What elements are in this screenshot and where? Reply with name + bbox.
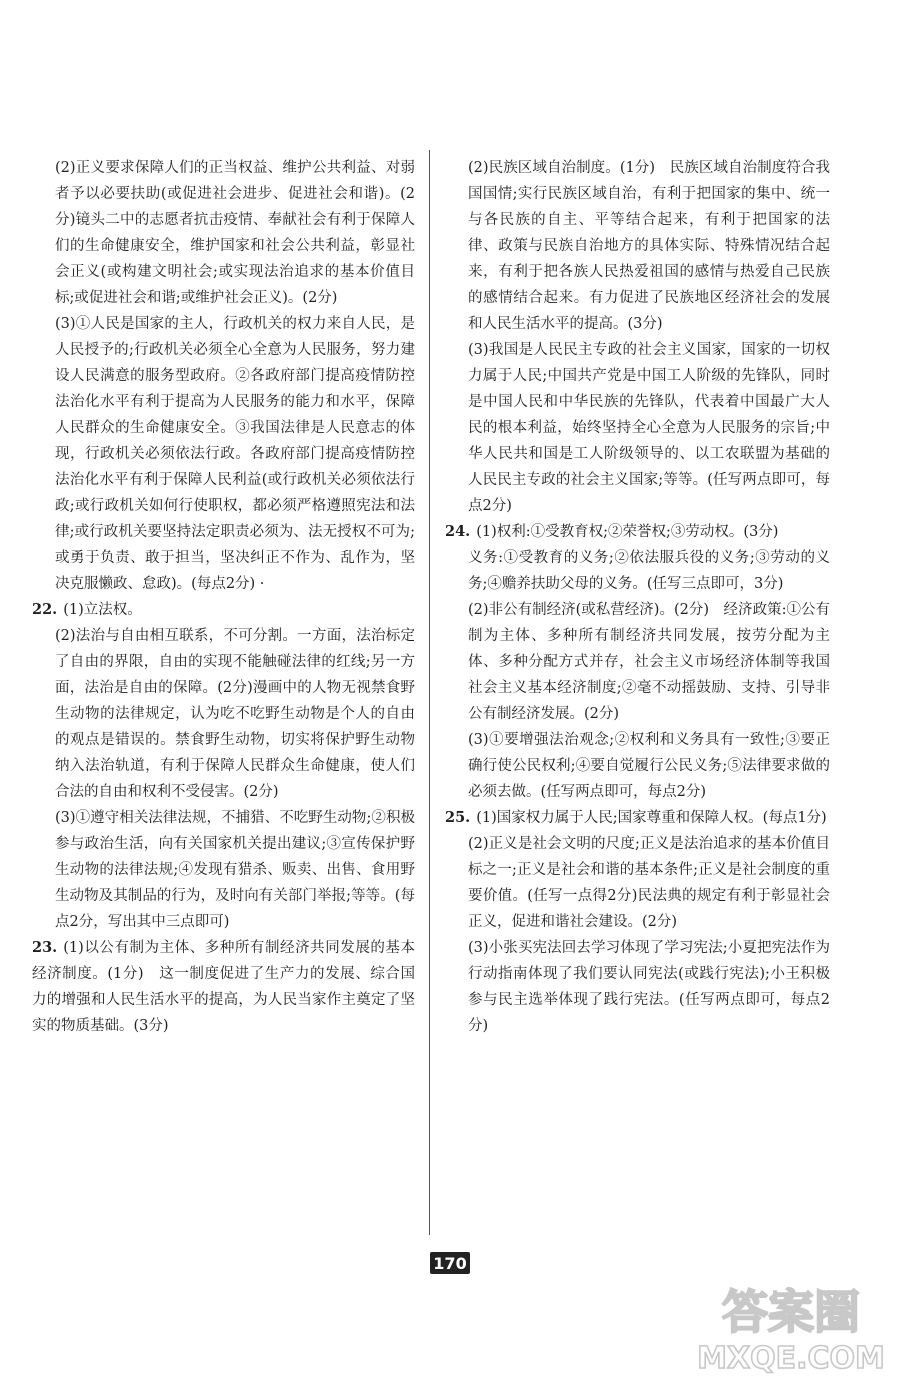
question-number-24: 24. bbox=[445, 523, 471, 540]
watermark-logo bbox=[696, 1270, 886, 1380]
answer-24-2: (2)非公有制经济(或私营经济)。(2分) 经济政策:①公有制为主体、多种所有制经济共同发展，按劳分配为主体、多种分配方式并存，社会主义市场经济体制等我国社会主义基本经济制度;②毫不动摇鼓励、支持、引导非公有制经济发展。(2分) bbox=[468, 602, 830, 722]
page-number: 170 bbox=[430, 1252, 470, 1274]
answer-23-2: (2)民族区域自治制度。(1分) 民族区域自治制度符合我国国情;实行民族区域自治，有利于把国家的集中、统一与各民族的自主、平等结合起来，有利于把国家的法律、政策与民族自治地方的具体实际、特殊情况结合起来，有利于把各族人民热爱祖国的感情与热爱自己民族的感情结合起来。有力促进了民族地区经济社会的发展和人民生活水平的提高。(3分) bbox=[468, 160, 830, 332]
answer-22-3: (3)①遵守相关法律法规，不捕猎、不吃野生动物;②积极参与政治生活，向有关国家机关提出建议;③宣传保护野生动物的法律法规;④发现有猎杀、贩卖、出售、食用野生动物及其制品的行为，及时向有关部门举报;等等。(每点2分，写出其中三点即可) bbox=[55, 810, 415, 930]
watermark-title: 答案圈 bbox=[722, 1285, 860, 1339]
question-number-25: 25. bbox=[445, 809, 471, 826]
answer-23-3: (3)我国是人民民主专政的社会主义国家，国家的一切权力属于人民;中国共产党是中国工人阶级的先锋队，同时是中国人民和中华民族的先锋队，代表着中国最广大人民的根本利益，始终坚持全心全意为人民服务的宗旨;中华人民共和国是工人阶级领导的、以工农联盟为基础的人民民主专政的社会主义国家;等等。(任写两点即可，每点2分) bbox=[468, 342, 830, 514]
right-column bbox=[445, 155, 830, 1039]
answer-24-1-duties: 义务:①受教育的义务;②依法服兵役的义务;③劳动的义务;④赡养扶助父母的义务。(任写三点即可，3分) bbox=[468, 550, 830, 592]
column-divider bbox=[429, 150, 430, 1235]
left-column bbox=[32, 155, 415, 1039]
question-number-23: 23. bbox=[32, 939, 58, 956]
answer-24-3: (3)①要增强法治观念;②权利和义务具有一致性;③要正确行使公民权利;④要自觉履行公民义务;⑤法律要求做的必须去做。(任写两点即可，每点2分) bbox=[468, 732, 830, 800]
answer-25-2: (2)正义是社会文明的尺度;正义是法治追求的基本价值目标之一;正义是社会和谐的基本条件;正义是社会制度的重要价值。(任写一点得2分)民法典的规定有利于彰显社会正义，促进和谐社会建设。(2分) bbox=[468, 836, 830, 930]
answer-25-3: (3)小张买宪法回去学习体现了学习宪法;小夏把宪法作为行动指南体现了我们要认同宪法(或践行宪法);小王积极参与民主选举体现了践行宪法。(任写两点即可，每点2分) bbox=[468, 940, 830, 1034]
answer-21-3: (3)①人民是国家的主人，行政机关的权力来自人民，是人民授予的;行政机关必须全心全意为人民服务，努力建设人民满意的服务型政府。②各政府部门提高疫情防控法治化水平有利于提高为人民服务的能力和水平，保障人民群众的生命健康安全。③我国法律是人民意志的体现，行政机关必须依法行政。各政府部门提高疫情防控法治化水平有利于保障人民利益(或行政机关必须依法行政;或行政机关如何行使职权，都必须严格遵照宪法和法律;或行政机关要坚持法定职责必须为、法无授权不可为;或勇于负责、敢于担当，坚决纠正不作为、乱作为，坚决克服懒政、怠政)。(每点2分) · bbox=[55, 316, 415, 592]
answer-23-1: (1)以公有制为主体、多种所有制经济共同发展的基本经济制度。(1分) 这一制度促进了生产力的发展、综合国力的增强和人民生活水平的提高，为人民当家作主奠定了坚实的物质基础。(3分) bbox=[32, 940, 415, 1034]
answer-25-1: (1)国家权力属于人民;国家尊重和保障人权。(每点1分) bbox=[476, 810, 827, 826]
question-23 bbox=[32, 935, 415, 1039]
answer-21-2: (2)正义要求保障人们的正当权益、维护公共利益、对弱者予以必要扶助(或促进社会进步、促进社会和谐)。(2分)镜头二中的志愿者抗击疫情、奉献社会有利于保障人们的生命健康安全，维护国家和社会公共利益，彰显社会正义(或构建文明社会;或实现法治追求的基本价值目标;或促进社会和谐;或维护社会正义)。(2分) bbox=[55, 160, 415, 306]
question-number-22: 22. bbox=[32, 601, 58, 618]
question-25 bbox=[445, 805, 830, 1039]
watermark-url: MXQE.COM bbox=[697, 1341, 885, 1376]
answer-24-1: (1)权利:①受教育权;②荣誉权;③劳动权。(3分) bbox=[476, 524, 779, 540]
question-22 bbox=[32, 597, 415, 935]
question-24 bbox=[445, 519, 830, 805]
answer-22-2: (2)法治与自由相互联系，不可分割。一方面，法治标定了自由的界限，自由的实现不能触碰法律的红线;另一方面，法治是自由的保障。(2分)漫画中的人物无视禁食野生动物的法律规定，认为吃不吃野生动物是个人的自由的观点是错误的。禁食野生动物，切实将保护野生动物纳入法治轨道，有利于保障人民群众生命健康，使人们合法的自由和权利不受侵害。(2分) bbox=[55, 628, 415, 800]
answer-22-1: (1)立法权。 bbox=[63, 602, 142, 618]
